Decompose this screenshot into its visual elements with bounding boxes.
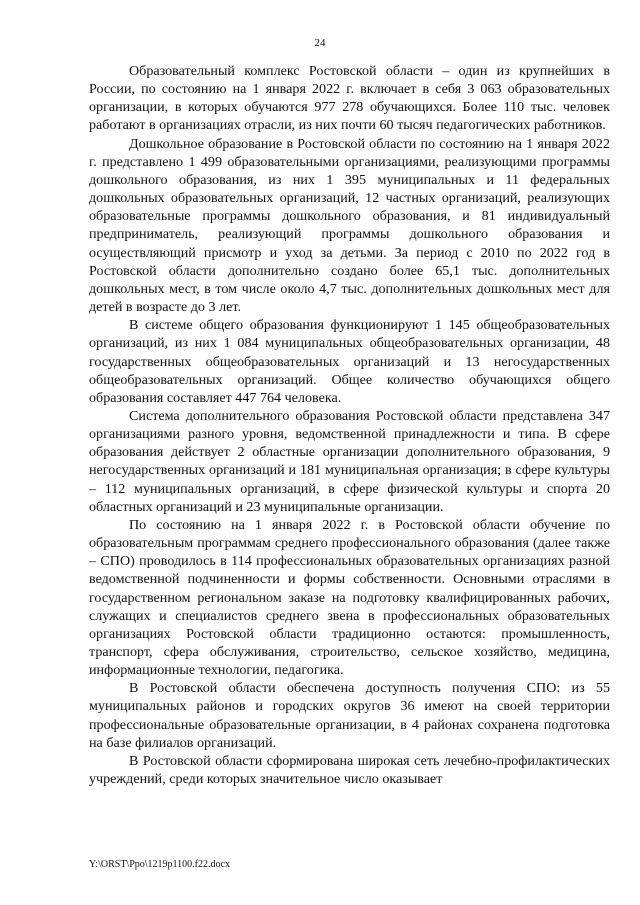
paragraph-medical-institutions: В Ростовской области сформирована широкая сеть лечебно-профилактических учреждений, среди которых значительное число оказывает	[89, 752, 610, 788]
footer-file-path: Y:\ORST\Ppo\1219p1100.f22.docx	[89, 859, 230, 870]
paragraph-vocational-education: По состоянию на 1 января 2022 г. в Ростовской области обучение по образовательным программам среднего профессионального образования (далее также – СПО) проводилось в 114 профессиональных образовательных организациях разной ведомственной подчиненности и формы собственности. Основными отраслями в государственном региональном заказе на подготовку квалифицированных рабочих, служащих и специалистов среднего звена в профессиональных образовательных организациях Ростовской области традиционно остаются: промышленность, транспорт, сфера обслуживания, строительство, сельское хозяйство, медицина, информационные технологии, педагогика.	[89, 516, 610, 679]
paragraph-additional-education: Система дополнительного образования Ростовской области представлена 347 организациями разного уровня, ведомственной принадлежности и типа. В сфере образования действует 2 областные организации дополнительного образования, 9 негосударственных организаций и 181 муниципальная организация; в сфере культуры – 112 муниципальных организаций, в сфере физической культуры и спорта 20 областных организаций и 23 муниципальные организации.	[89, 407, 610, 515]
paragraph-general-education: В системе общего образования функционируют 1 145 общеобразовательных организаций, из них 1 084 муниципальных общеобразовательных организации, 48 государственных общеобразовательных организаций и 13 негосударственных общеобразовательных организаций. Общее количество обучающихся общего образования составляет 447 764 человека.	[89, 317, 610, 406]
document-body	[89, 62, 610, 788]
paragraph-preschool-education: Дошкольное образование в Ростовской области по состоянию на 1 января 2022 г. представлено 1 499 образовательными организациями, реализующими программы дошкольного образования, из них 1 395 муниципальных и 11 федеральных дошкольных образовательных организаций, 12 частных организаций, реализующих образовательные программы дошкольного образования, и 81 индивидуальный предприниматель, реализующий программы дошкольного образования и осуществляющий присмотр и уход за детьми. За период с 2010 по 2022 год в Ростовской области дополнительно создано более 65,1 тыс. дополнительных дошкольных мест, в том числе около 4,7 тыс. дополнительных дошкольных мест для детей в возрасте до 3 лет.	[89, 135, 610, 316]
paragraph-spo-accessibility: В Ростовской области обеспечена доступность получения СПО: из 55 муниципальных районов и городских округов 36 имеют на своей территории профессиональные образовательные организации, в 4 районах сохранена подготовка на базе филиалов организаций.	[89, 680, 610, 751]
page-number: 24	[314, 37, 326, 49]
paragraph-education-complex: Образовательный комплекс Ростовской области – один из крупнейших в России, по состоянию на 1 января 2022 г. включает в себя 3 063 образовательных организации, в которых обучаются 977 278 обучающихся. Более 110 тыс. человек работают в организациях отрасли, из них почти 60 тысяч педагогических работников.	[89, 63, 610, 134]
